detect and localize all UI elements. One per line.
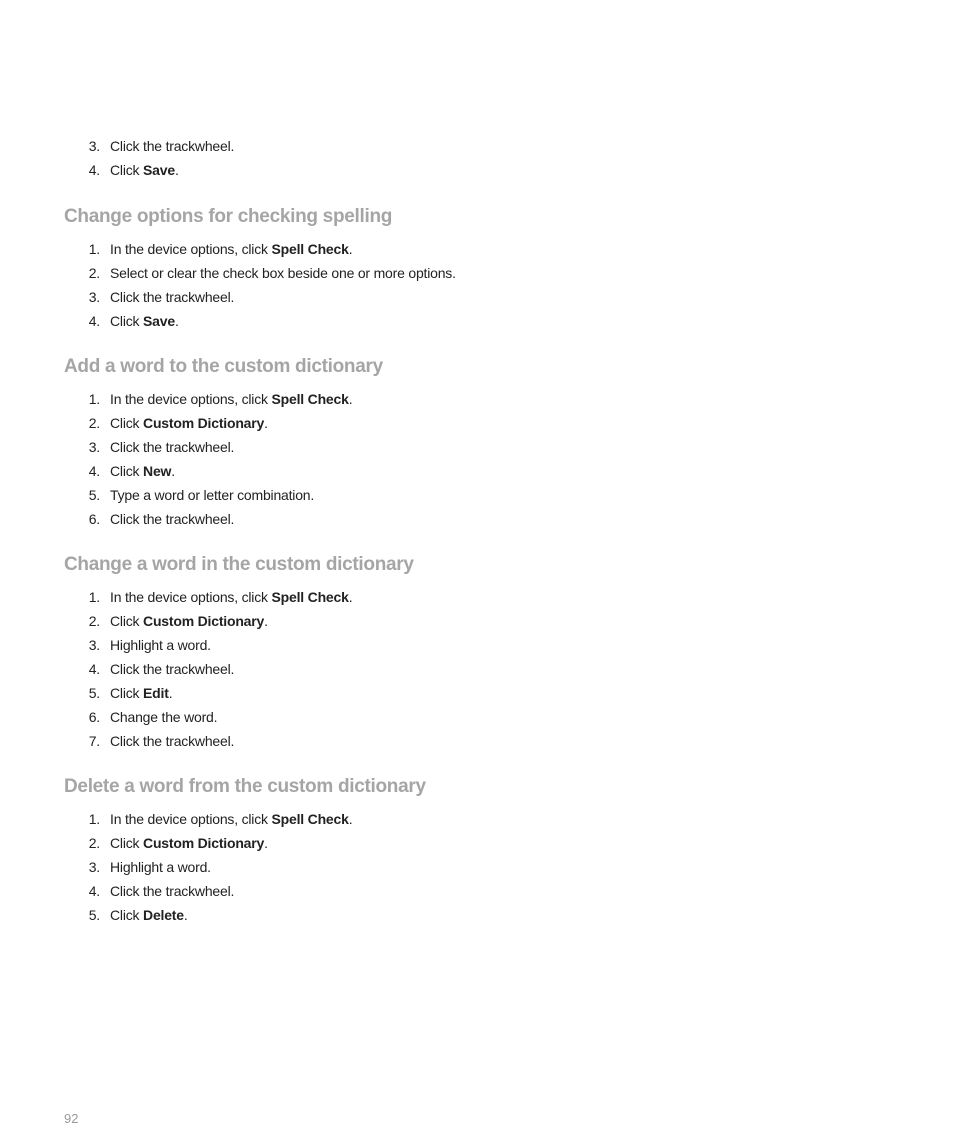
step-number: 2. [88,415,100,431]
step-text: Click New. [110,463,175,479]
step-number: 4. [88,661,100,677]
step-text: Click Delete. [110,907,188,923]
step-text: In the device options, click Spell Check. [110,391,353,407]
step-number: 7. [88,733,100,749]
step-number: 2. [88,265,100,281]
step-number: 3. [88,138,100,154]
step-number: 4. [88,463,100,479]
step-text: Type a word or letter combination. [110,487,315,503]
step-text: Click Custom Dictionary. [110,415,268,431]
step-number: 5. [88,907,100,923]
step-text: Click the trackwheel. [110,289,235,305]
step-number: 3. [88,439,100,455]
step-number: 1. [88,241,100,257]
step-number: 3. [88,637,100,653]
step-number: 6. [88,511,100,527]
page-number: 92 [64,1111,79,1126]
step-number: 5. [88,685,100,701]
step-text: Click Custom Dictionary. [110,835,268,851]
step-text: Select or clear the check box beside one or more options. [110,265,456,281]
step-text: In the device options, click Spell Check. [110,241,353,257]
step-text: Click the trackwheel. [110,733,235,749]
step-text: Click the trackwheel. [110,138,235,154]
step-text: Highlight a word. [110,859,211,875]
step-text: Click the trackwheel. [110,883,235,899]
step-number: 3. [88,289,100,305]
step-text: Change the word. [110,709,218,725]
step-text: Click the trackwheel. [110,439,235,455]
step-number: 2. [88,835,100,851]
step-text: Click Edit. [110,685,173,701]
step-text: In the device options, click Spell Check. [110,811,353,827]
step-number: 1. [88,391,100,407]
step-text: Click the trackwheel. [110,511,235,527]
section-heading: Delete a word from the custom dictionary [64,776,426,797]
step-text: Click the trackwheel. [110,661,235,677]
step-text: Click Save. [110,313,179,329]
step-number: 2. [88,613,100,629]
step-number: 4. [88,313,100,329]
step-number: 1. [88,589,100,605]
step-text: Click Custom Dictionary. [110,613,268,629]
step-number: 5. [88,487,100,503]
step-number: 1. [88,811,100,827]
section-heading: Change options for checking spelling [64,206,393,227]
step-number: 4. [88,883,100,899]
step-text: Highlight a word. [110,637,211,653]
step-number: 6. [88,709,100,725]
step-text: Click Save. [110,162,179,178]
section-heading: Change a word in the custom dictionary [64,554,414,575]
step-number: 4. [88,162,100,178]
section-heading: Add a word to the custom dictionary [64,356,383,377]
step-text: In the device options, click Spell Check. [110,589,353,605]
step-number: 3. [88,859,100,875]
